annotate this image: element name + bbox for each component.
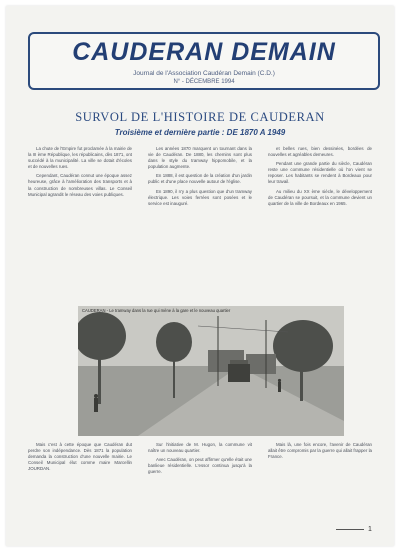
- paragraph: En 1888, il est question de la création d'un jardin public et d'une place nouvelle autour de l'église.: [148, 173, 252, 185]
- column-3-bottom: [268, 442, 372, 524]
- masthead: [28, 32, 380, 90]
- paragraph: Avec Caudéran, on peut affirmer qu'elle était une banlieue résidentielle. L'essor continua jusqu'à la guerre.: [148, 457, 252, 475]
- paragraph: Au milieu du XX ème siècle, le développement de Caudéran se poursuit, et la commune devient un quartier de la ville de Bordeaux en 1965.: [268, 188, 372, 206]
- historic-photo: [78, 306, 344, 436]
- photo-illustration: [78, 306, 344, 436]
- column-2-top: [148, 146, 252, 298]
- masthead-title: CAUDERAN DEMAIN: [72, 38, 336, 66]
- paragraph: Sur l'initiative de M. Hugon, la commune vit naître un nouveau quartier.: [148, 442, 252, 454]
- photo-caption: CAUDERAN - Le tramway dans la rue qui mène à la gare et le nouveau quartier: [82, 308, 231, 313]
- column-2-bottom: [148, 442, 252, 524]
- column-3-top: [268, 146, 372, 298]
- article-title: SURVOL DE L'HISTOIRE DE CAUDERAN: [75, 110, 325, 124]
- paragraph: Mais là, une fois encore, l'avenir de Caudéran allait être compromis par la guerre qui allait frapper la France.: [268, 442, 372, 460]
- paragraph: Mais c'est à cette époque que Caudéran dut perdre son indépendance. Dès 1871 la population demanda la construction d'une nouvelle mairie. Le Conseil Municipal élut comme maire Marcellin JOURDAN.: [28, 442, 132, 472]
- column-1-bottom: [28, 442, 132, 524]
- paragraph: et belles rues, bien dessinées, bordées de nouvelles et agréables demeures.: [268, 146, 372, 158]
- masthead-subtitle: Journal de l'Association Caudéran Demain (C.D.): [133, 70, 275, 77]
- page-number: 1: [368, 526, 372, 533]
- footer-rule: [336, 529, 364, 530]
- masthead-issue: N° - DÉCEMBRE 1994: [173, 79, 235, 85]
- paragraph: La chute de l'Empire fut proclamée à la mairie de la III ème République, les républicains, dès 1871, ont succédé à la municipalité. La ville se dotait d'écoles et de nouvelles rues.: [28, 146, 132, 170]
- article-subtitle: Troisième et dernière partie : DE 1870 A 1949: [114, 128, 286, 137]
- paragraph: Cependant, Caudéran connut une époque assez heureuse, grâce à l'amélioration des transports et à la construction de nombreuses villas. Le Conseil Municipal agrandit le réseau des voies publiques.: [28, 173, 132, 197]
- paragraph: En 1890, il n'y a plus question que d'un tramway électrique. Les voies ferrées sont posées et le service est inauguré.: [148, 188, 252, 206]
- paragraph: Les années 1870 marquent un tournant dans la vie de Caudéran. De 1880, les chemins sont plus dans le style du tramway hippomobile, et la population augmente.: [148, 146, 252, 170]
- newsletter-page: [6, 6, 394, 546]
- paragraph: Pendant une grande partie du siècle, Caudéran reste une commune résidentielle où l'on vient se reposer. Les habitants se rendent à Bordeaux pour leur travail.: [268, 161, 372, 185]
- column-1-top: [28, 146, 132, 298]
